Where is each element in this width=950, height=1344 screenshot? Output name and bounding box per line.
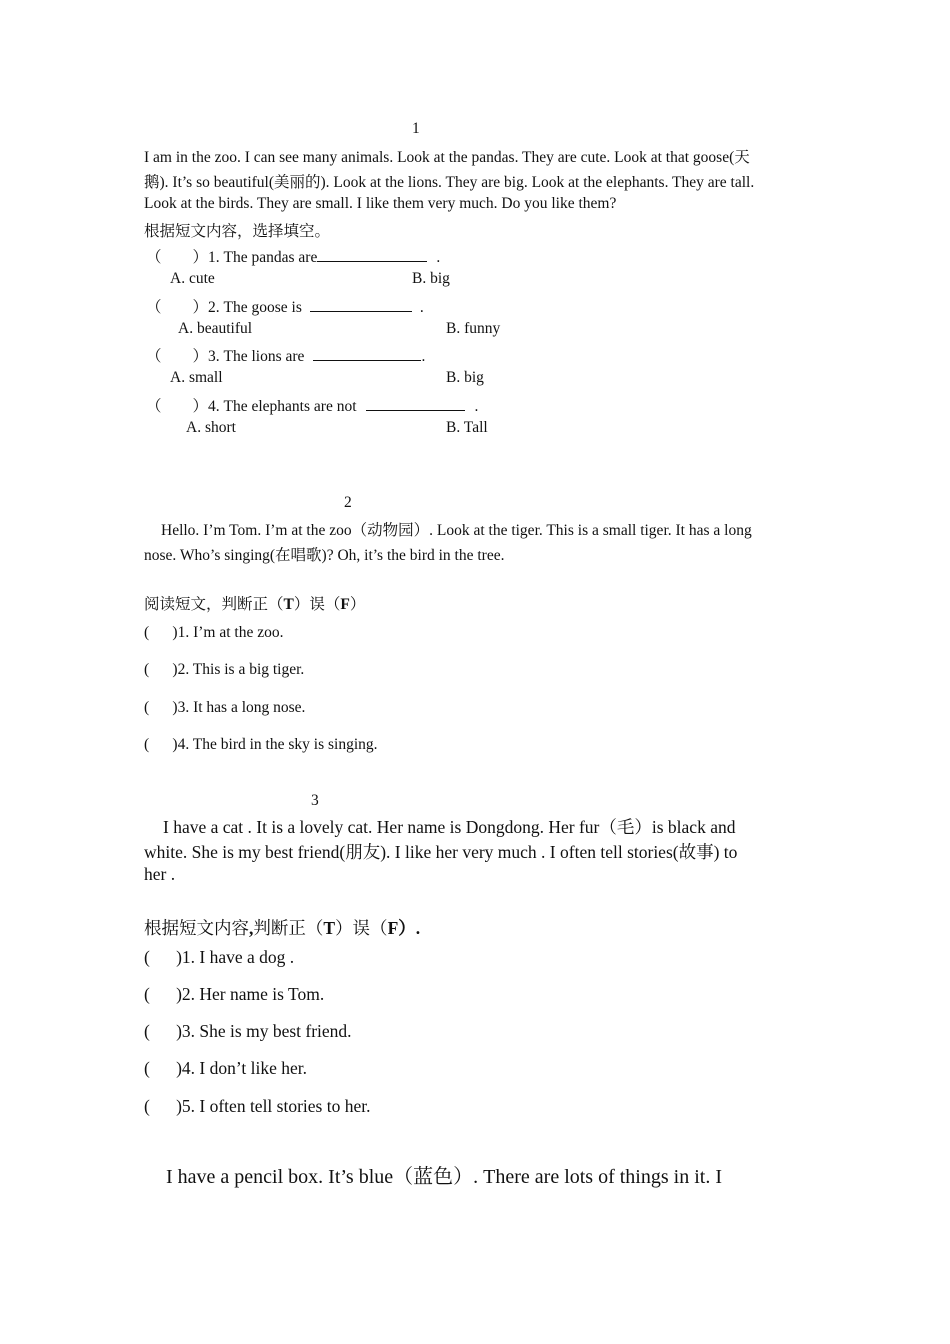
option-b: B. funny	[446, 320, 501, 337]
passage-line: Hello. I’m Tom. I’m at the zoo（动物园）. Look at the tiger. This is a small tiger. It has a long	[161, 522, 752, 539]
tf-question: ( )2. This is a big tiger.	[144, 661, 305, 678]
answer-paren[interactable]: （ ）	[146, 398, 209, 415]
option-b: B. big	[446, 369, 484, 386]
question-row: （ ）4. The elephants are not .	[146, 398, 479, 415]
tf-question: ( )5. I often tell stories to her.	[144, 1096, 371, 1116]
passage-line: her .	[144, 864, 176, 884]
tf-question: ( )1. I’m at the zoo.	[144, 624, 284, 641]
question-stem: 2. The goose is	[208, 299, 302, 316]
option-b: B. Tall	[446, 419, 488, 436]
tf-question: ( )4. I don’t like her.	[144, 1058, 307, 1078]
option-a: A. small	[170, 369, 223, 386]
passage-line: I am in the zoo. I can see many animals. Look at the pandas. They are cute. Look at that goose(天	[144, 149, 750, 166]
tf-question: ( )2. Her name is Tom.	[144, 984, 325, 1004]
question-row: （ ）3. The lions are .	[146, 348, 426, 365]
question-stem: 1. The pandas are	[208, 249, 318, 266]
instruction: 根据短文内容,判断正（T）误（F）.	[144, 918, 421, 938]
tf-question: ( )1. I have a dog .	[144, 947, 295, 967]
option-a: A. short	[186, 419, 236, 436]
answer-paren[interactable]: （ ）	[146, 348, 209, 365]
answer-paren[interactable]: （ ）	[146, 249, 209, 266]
instruction: 阅读短文，判断正（T）误（F）	[144, 596, 366, 613]
question-row: （ ）2. The goose is .	[146, 299, 424, 316]
passage-line: 鹅). It’s so beautiful(美丽的). Look at the lions. They are big. Look at the elephants. They are tall.	[144, 174, 755, 191]
answer-paren[interactable]: ( )	[144, 1096, 182, 1116]
answer-paren[interactable]: （ ）	[146, 299, 209, 316]
section-number: 3	[311, 792, 319, 809]
answer-paren[interactable]: ( )	[144, 661, 178, 678]
section-number: 2	[344, 494, 352, 511]
fill-blank[interactable]	[310, 297, 412, 312]
answer-paren[interactable]: ( )	[144, 699, 178, 716]
answer-paren[interactable]: ( )	[144, 1058, 182, 1078]
passage-line: I have a pencil box. It’s blue（蓝色）. There are lots of things in it. I	[166, 1166, 722, 1188]
answer-paren[interactable]: ( )	[144, 947, 182, 967]
tf-question: ( )4. The bird in the sky is singing.	[144, 736, 378, 753]
option-b: B. big	[412, 270, 450, 287]
fill-blank[interactable]	[317, 247, 427, 262]
answer-paren[interactable]: ( )	[144, 736, 178, 753]
passage-line: Look at the birds. They are small. I like them very much. Do you like them?	[144, 195, 617, 212]
tf-question: ( )3. She is my best friend.	[144, 1021, 352, 1041]
question-stem: 3. The lions are	[208, 348, 305, 365]
passage-line: I have a cat . It is a lovely cat. Her name is Dongdong. Her fur（毛）is black and	[163, 817, 736, 837]
option-a: A. beautiful	[178, 320, 253, 337]
question-stem: 4. The elephants are not	[208, 398, 357, 415]
answer-paren[interactable]: ( )	[144, 984, 182, 1004]
section-number: 1	[412, 120, 420, 137]
passage-line: white. She is my best friend(朋友). I like her very much . I often tell stories(故事) to	[144, 842, 738, 862]
passage-line: nose. Who’s singing(在唱歌)? Oh, it’s the bird in the tree.	[144, 547, 505, 564]
tf-question: ( )3. It has a long nose.	[144, 699, 306, 716]
option-a: A. cute	[170, 270, 215, 287]
question-row: （ ）1. The pandas are .	[146, 249, 441, 266]
answer-paren[interactable]: ( )	[144, 1021, 182, 1041]
instruction: 根据短文内容，选择填空。	[144, 223, 331, 240]
fill-blank[interactable]	[366, 396, 465, 411]
fill-blank[interactable]	[313, 346, 421, 361]
answer-paren[interactable]: ( )	[144, 624, 178, 641]
